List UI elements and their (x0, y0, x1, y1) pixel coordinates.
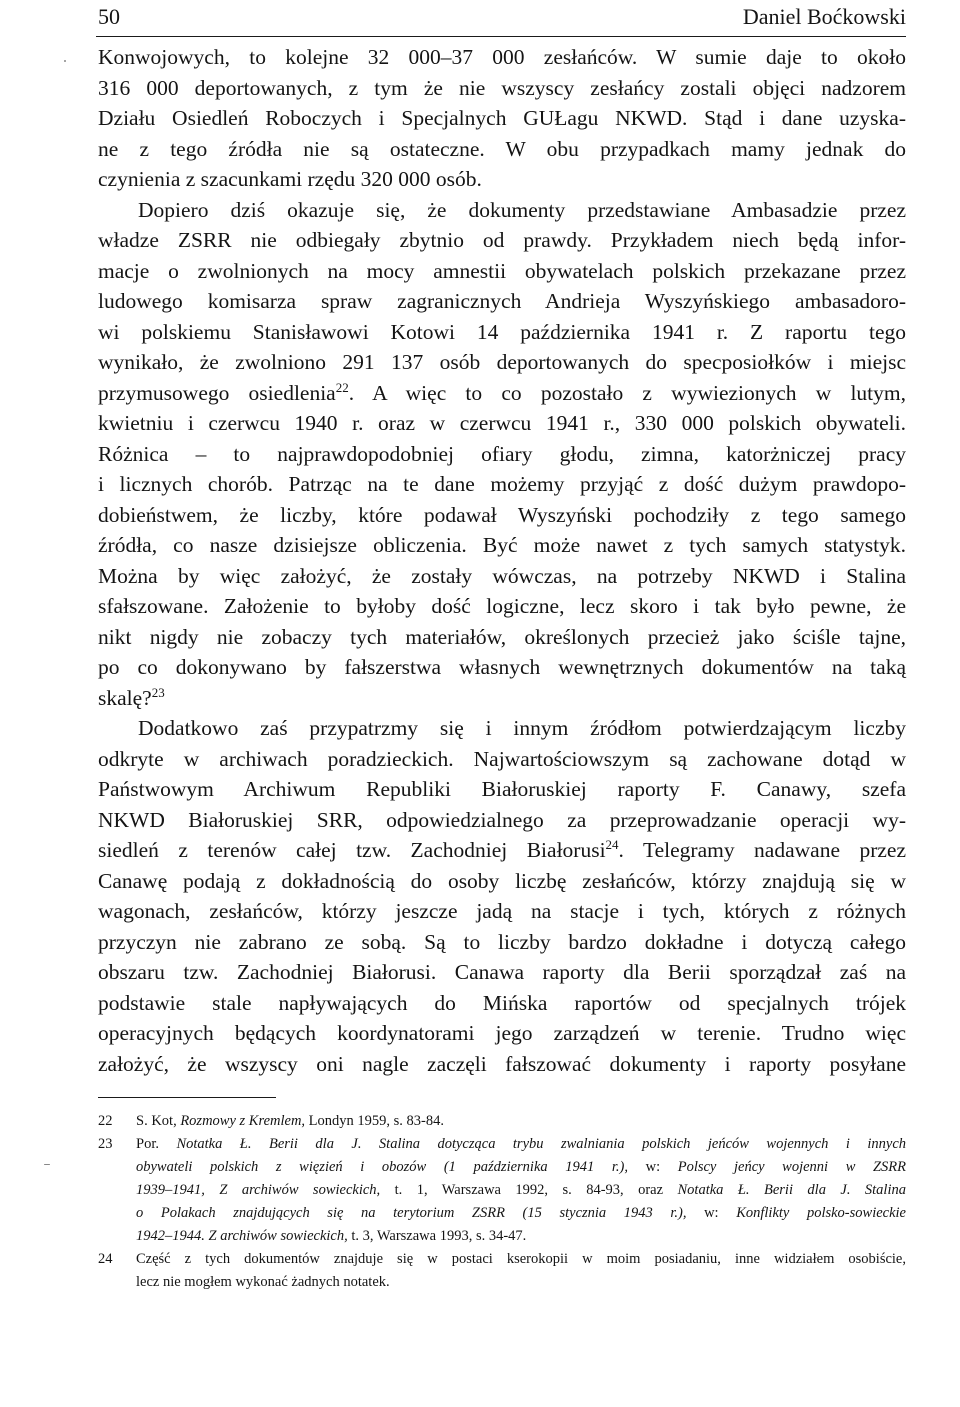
text-line: i licznych chorób. Patrząc na te dane możemy przyjąć z dość dużym prawdopo- (98, 472, 906, 496)
footnote-line (136, 1156, 906, 1179)
footnote-line (136, 1133, 906, 1156)
footnote-title: Polscy jeńcy wojenni w ZSRR (677, 1159, 907, 1175)
text-line: Dodatkowo zaś przypatrzmy się i innym źródłom potwierdzającym liczby (138, 716, 906, 740)
footnote-line: lecz nie mogłem wykonać żadnych notatek. (136, 1274, 390, 1290)
text-line: władze ZSRR nie odbiegały zbytnio od prawdy. Przykładem niech będą infor- (98, 228, 906, 252)
text-line: dobieństwem, że liczby, które podawał Wyszyński pochodziły z tego samego (98, 502, 906, 527)
speck (64, 60, 66, 62)
text-line: Państwowym Archiwum Republiki Białoruskiej raporty F. Canawy, szefa (98, 777, 906, 801)
footnote-title: o Polakach znajdujących się na terytorium ZSRR (15 stycznia 1943 r.), (136, 1205, 687, 1221)
text-fragment: przymusowego osiedlenia (98, 380, 336, 405)
text-line: czynienia z szacunkami rzędu 320 000 osób. (98, 167, 482, 191)
footnote-line: Część z tych dokumentów znajduje się w postaci kserokopii w moim posiadaniu, inne widziałem osobiście, (136, 1251, 906, 1267)
footnote-22 (98, 1110, 906, 1133)
text-fragment: w: (627, 1159, 678, 1175)
page-header (96, 2, 906, 37)
text-line: Konwojowych, to kolejne 32 000–37 000 zesłańców. W sumie daje to około (98, 45, 906, 69)
text-line: Można by więc założyć, że zostały wówczas, na potrzeby NKWD i Stalina (98, 563, 906, 588)
text-line: odkryte w archiwach poradzieckich. Najwartościowszym są zachowane dotąd w (98, 746, 906, 771)
text-line: sfałszowane. Założenie to byłoby dość logiczne, lecz skoro i tak było pewne, że (98, 594, 906, 618)
speck (44, 1164, 50, 1165)
text-line: po co dokonywano by fałszerstwa własnych wewnętrznych dokumentów na taką (98, 655, 906, 679)
text-line: 316 000 deportowanych, z tym że nie wszyscy zesłańcy zostali objęci nadzorem (98, 75, 906, 100)
footnote-number: 23 (98, 1136, 113, 1152)
text-line: Różnica – to najprawdopodobniej ofiary głodu, zimna, katorżniczej pracy (98, 441, 906, 466)
text-line: obszaru tzw. Zachodniej Białorusi. Canawa raporty dla Berii sporządzał zaś na (98, 960, 906, 984)
paragraph-3 (98, 713, 906, 1079)
footnote-title: Notatka Ł. Berii dla J. Stalina dotycząca trybu zwalniania polskich jeńców wojennych i innych (176, 1136, 907, 1152)
text-fragment: . A więc to co pozostało z wywiezionych w lutym, (348, 380, 907, 405)
footnote-title: obywateli polskich z więzień i obozów (1 października 1941 r.), (136, 1159, 628, 1175)
footnote-23 (98, 1133, 906, 1248)
text-line: źródła, co nasze dzisiejsze obliczenia. Być może nawet z tych samych statystyk. (98, 533, 906, 557)
footnote-24 (98, 1248, 906, 1294)
text-line: ne z tego źródła nie są ostateczne. W obu przypadkach mamy jednak do (98, 136, 906, 161)
text-line: wagonach, zesłańców, którzy jeszcze jadą na stacje i tych, których z różnych (98, 899, 906, 923)
text-line (98, 835, 906, 866)
footnote-divider (98, 1097, 276, 1098)
text-line: nikt nigdy nie zobaczy tych materiałów, określonych przecież jako ściśle tajne, (98, 624, 906, 649)
footnotes (98, 1110, 906, 1294)
text-line: założyć, że wszyscy oni nagle zaczęli fałszować dokumenty i raporty posyłane (98, 1051, 906, 1076)
text-fragment: Por. (136, 1136, 177, 1152)
paragraph-2 (98, 195, 906, 714)
paragraph-1 (98, 42, 906, 195)
main-text (98, 42, 906, 1079)
footnote-number: 22 (98, 1113, 113, 1129)
text-fragment: siedleń z terenów całej tzw. Zachodniej Białorusi (98, 838, 606, 862)
footnote-title: Notatka Ł. Berii dla J. Stalina (677, 1182, 906, 1198)
text-line: przyczyn nie zabrano ze sobą. Są to liczby bardzo dokładne i dotyczą całego (98, 929, 906, 954)
footnote-number: 24 (98, 1251, 113, 1267)
text-fragment: w: (686, 1205, 737, 1221)
footnote-line (136, 1179, 906, 1202)
running-head-author: Daniel Boćkowski (742, 4, 906, 29)
footnote-line (136, 1202, 906, 1225)
text-line (98, 683, 906, 714)
text-fragment: t. 3, Warszawa 1993, s. 34-47. (347, 1228, 527, 1244)
footnote-ref-22[interactable]: 22 (335, 379, 349, 395)
text-line: Dopiero dziś okazuje się, że dokumenty przedstawiane Ambasadzie przez (138, 197, 906, 222)
footnote-title: Konflikty polsko-sowieckie (736, 1205, 906, 1221)
text-line (98, 378, 906, 409)
footnote-line (136, 1110, 906, 1133)
text-fragment: S. Kot, (136, 1113, 181, 1129)
text-line: ludowego komisarza spraw zagranicznych Andrieja Wyszyńskiego ambasadoro- (98, 289, 906, 313)
text-line: NKWD Białoruskiej SRR, odpowiedzialnego za przeprowadzanie operacji wy- (98, 807, 906, 832)
page-number: 50 (98, 4, 120, 29)
footnote-ref-24[interactable]: 24 (605, 837, 619, 852)
footnote-ref-23[interactable]: 23 (151, 684, 165, 700)
text-line: macje o zwolnionych na mocy amnestii obywatelach polskich przekazane przez (98, 258, 906, 283)
text-fragment: t. 1, Warszawa 1992, s. 84-93, oraz (380, 1182, 678, 1198)
text-fragment: Londyn 1959, s. 83-84. (305, 1113, 445, 1129)
text-line: Działu Osiedleń Roboczych i Specjalnych GUŁagu NKWD. Stąd i dane uzyska- (98, 106, 906, 130)
text-line: operacyjnych będących koordynatorami jego zarządzeń w terenie. Trudno więc (98, 1021, 906, 1045)
text-fragment: skalę? (98, 685, 152, 710)
text-line: wynikało, że zwolniono 291 137 osób deportowanych do specposiołków i miejsc (98, 350, 906, 374)
footnote-title: 1942–1944. Z archiwów sowieckich, (136, 1228, 348, 1244)
text-line: Canawę podają z dokładnością do osoby liczbę zesłańców, którzy znajdują się w (98, 868, 906, 893)
text-line: kwietniu i czerwcu 1940 r. oraz w czerwcu 1941 r., 330 000 polskich obywateli. (98, 411, 906, 435)
footnote-line (136, 1225, 906, 1248)
footnote-title: 1939–1941, Z archiwów sowieckich, (136, 1182, 381, 1198)
text-line: wi polskiemu Stanisławowi Kotowi 14 października 1941 r. Z raportu tego (98, 319, 906, 344)
text-line: podstawie stale napływających do Mińska raportów od specjalnych trójek (98, 990, 906, 1015)
footnote-title: Rozmowy z Kremlem, (180, 1113, 306, 1129)
text-fragment: . Telegramy nadawane przez (618, 838, 906, 862)
